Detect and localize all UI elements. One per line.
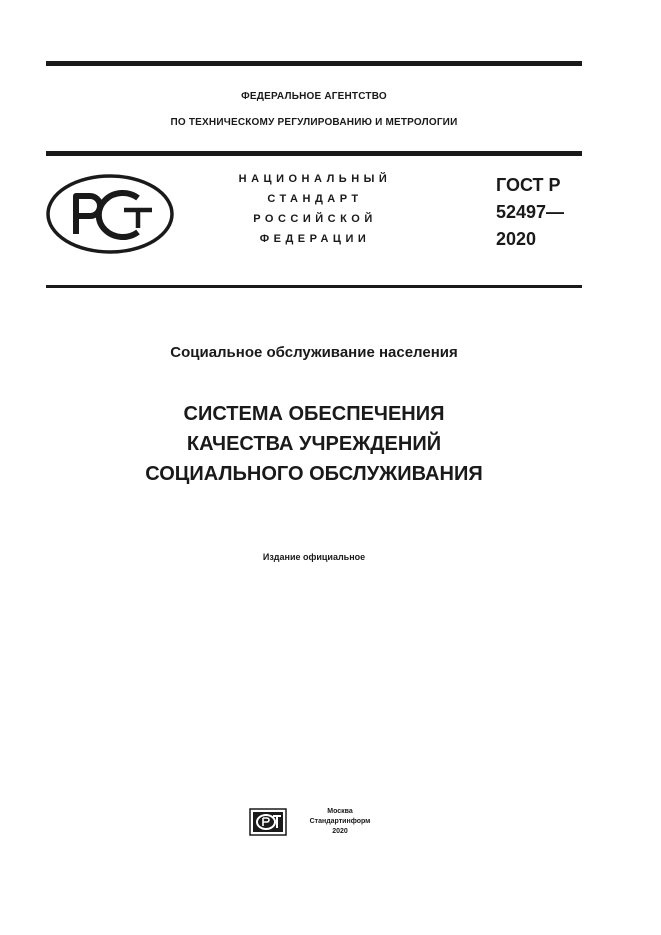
- national-line: ФЕДЕРАЦИИ: [259, 233, 371, 245]
- top-rule: [46, 61, 582, 66]
- standard-number: [496, 172, 596, 253]
- agency-line-2: ПО ТЕХНИЧЕСКОМУ РЕГУЛИРОВАНИЮ И МЕТРОЛОГИИ: [170, 117, 458, 128]
- subject-heading: Социальное обслуживание населения: [170, 344, 458, 361]
- title-line: СОЦИАЛЬНОГО ОБСЛУЖИВАНИЯ: [145, 463, 483, 485]
- title-line: СИСТЕМА ОБЕСПЕЧЕНИЯ: [183, 403, 445, 425]
- standartinform-logo-icon: [249, 808, 287, 836]
- national-line: СТАНДАРТ: [267, 193, 363, 205]
- standard-number-line: 52497—: [496, 202, 565, 222]
- standard-number-line: ГОСТ Р: [496, 175, 561, 195]
- imprint: [300, 807, 380, 837]
- standard-number-line: 2020: [496, 229, 537, 249]
- national-line: НАЦИОНАЛЬНЫЙ: [238, 173, 392, 185]
- imprint-publisher: Стандартинформ: [309, 818, 371, 825]
- edition-note: Издание официальное: [262, 552, 366, 562]
- title-line: КАЧЕСТВА УЧРЕЖДЕНИЙ: [186, 433, 442, 455]
- imprint-city: Москва: [327, 808, 353, 815]
- bottom-rule: [46, 285, 582, 288]
- document-title: [46, 399, 582, 489]
- middle-rule: [46, 151, 582, 156]
- rst-emblem-icon: [46, 174, 174, 254]
- agency-line-1: ФЕДЕРАЛЬНОЕ АГЕНТСТВО: [241, 91, 387, 102]
- national-standard-label: [210, 172, 420, 252]
- national-line: РОССИЙСКОЙ: [253, 213, 377, 225]
- imprint-year: 2020: [332, 828, 348, 835]
